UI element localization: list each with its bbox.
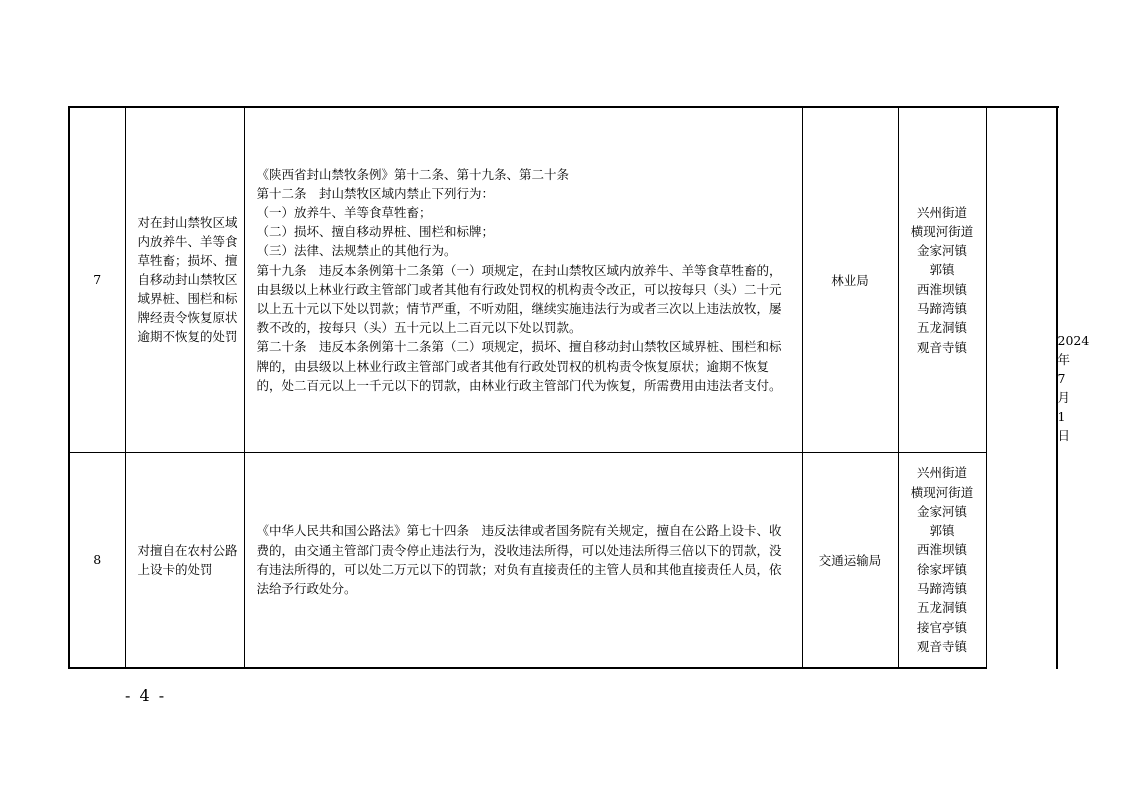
table-row: 7 对在封山禁牧区域内放养牛、羊等食草牲畜；损坏、擅自移动封山禁牧区域界桩、围栏和标牌经责令恢复原状逾期不恢复的处罚 《陕西省封山禁牧条例》第十二条、第十九条、第二十条 第十二条 封山禁牧区域内禁止下列行为： （一）放养牛、羊等食草牲畜； （二）损坏、擅自移动界桩、围栏和标牌； （三）法律、法规禁止的其他行为。 第十九条 违反本条例第十二条第（一）项规定，在封山禁牧区域内放养牛、羊等食草牲畜的，由县级以上林业行政主管部门或者其他有行政处罚权的机构责令改正，可以按每只（头）二十元以上五十元以下处以罚款；情节严重，不听劝阻，继续实施违法行为或者三次以上违法放牧，屡教不改的，按每只（头）五十元以上二百元以下处以罚款。 第二十条 违反本条例第十二条第（二）项规定，损坏、擅自移动封山禁牧区域界桩、围栏和标牌的，由县级以上林业行政主管部门或者其他有行政处罚权的机构责令恢复原状；逾期不恢复的，处二百元以上一千元以下的罚款，由林业行政主管部门代为恢复，所需费用由违法者支付。 林业局 兴州街道 横现河街道 金家河镇 郭镇 西淮坝镇 马蹄湾镇 五龙洞镇 观音寺镇 2024 年 7 月 1 日: [69, 107, 1057, 452]
scope-item: 郭镇: [929, 262, 955, 278]
scope-item: 五龙洞镇: [916, 600, 967, 616]
basis-line: （二）损坏、擅自移动界桩、围栏和标牌；: [256, 224, 495, 240]
scope-item: 马蹄湾镇: [916, 581, 967, 597]
scope-item: 观音寺镇: [916, 638, 967, 654]
basis-line: 第二十条 违反本条例第十二条第（二）项规定，损坏、擅自移动封山禁牧区域界桩、围栏和标牌的，由县级以上林业行政主管部门或者其他有行政处罚权的机构责令恢复原状；逾期不恢复的，处二百元以上一千元以下的罚款，由林业行政主管部门代为恢复，所需费用由违法者支付。: [256, 339, 782, 393]
legal-basis: [244, 107, 802, 452]
scope-item: 马蹄湾镇: [916, 301, 967, 317]
scope-item: 兴州街道: [916, 465, 967, 481]
department: 交通运输局: [802, 452, 898, 668]
scope-item: 观音寺镇: [916, 339, 967, 355]
scope-item: 横现河街道: [910, 223, 974, 239]
scope-item: 金家河镇: [916, 243, 967, 259]
scope-item: 西淮坝镇: [916, 542, 967, 558]
basis-line: 第十九条 违反本条例第十二条第（一）项规定，在封山禁牧区域内放养牛、羊等食草牲畜的，由县级以上林业行政主管部门或者其他有行政处罚权的机构责令改正，可以按每只（头）二十元以上五十元以下处以罚款；情节严重，不听劝阻，继续实施违法行为或者三次以上违法放牧，屡教不改的，按每只（头）五十元以上二百元以下处以罚款。: [256, 262, 782, 336]
penalty-item: 对擅自在农村公路上设卡的处罚: [125, 452, 244, 668]
scope-item: 兴州街道: [916, 204, 967, 220]
penalty-item: 对在封山禁牧区域内放养牛、羊等食草牲畜；损坏、擅自移动封山禁牧区域界桩、围栏和标牌经责令恢复原状逾期不恢复的处罚: [125, 107, 244, 452]
basis-line: （三）法律、法规禁止的其他行为。: [256, 243, 457, 259]
scope-item: 徐家坪镇: [916, 561, 967, 577]
table-row: [69, 452, 1057, 668]
row-number: 7: [69, 107, 125, 452]
scope-item: 西淮坝镇: [916, 281, 967, 297]
department: 林业局: [802, 107, 898, 452]
scope-list: [898, 452, 986, 668]
row-number: 8: [69, 452, 125, 668]
page-number: - 4 -: [125, 686, 167, 705]
scope-item: 接官亭镇: [916, 619, 967, 635]
scope-item: 金家河镇: [916, 503, 967, 519]
scope-list: [898, 107, 986, 452]
basis-line: 第十二条 封山禁牧区域内禁止下列行为：: [256, 185, 495, 201]
regulation-table: [68, 106, 1090, 669]
basis-line: 《陕西省封山禁牧条例》第十二条、第十九条、第二十条: [256, 166, 570, 182]
basis-line: 《中华人民共和国公路法》第七十四条 违反法律或者国务院有关规定，擅自在公路上设卡、收费的，由交通主管部门责令停止违法行为，没收违法所得，可以处违法所得三倍以下的罚款，没有违法所得的，可以处二万元以下的罚款；对负有直接责任的主管人员和其他直接责任人员，依法给予行政处分。: [256, 523, 782, 596]
date-spacer: [986, 107, 1057, 452]
scope-item: 五龙洞镇: [916, 320, 967, 336]
scope-item: 横现河街道: [910, 484, 974, 500]
scope-item: 郭镇: [929, 523, 955, 539]
legal-basis: [244, 452, 802, 668]
basis-line: （一）放养牛、羊等食草牲畜；: [256, 204, 432, 220]
